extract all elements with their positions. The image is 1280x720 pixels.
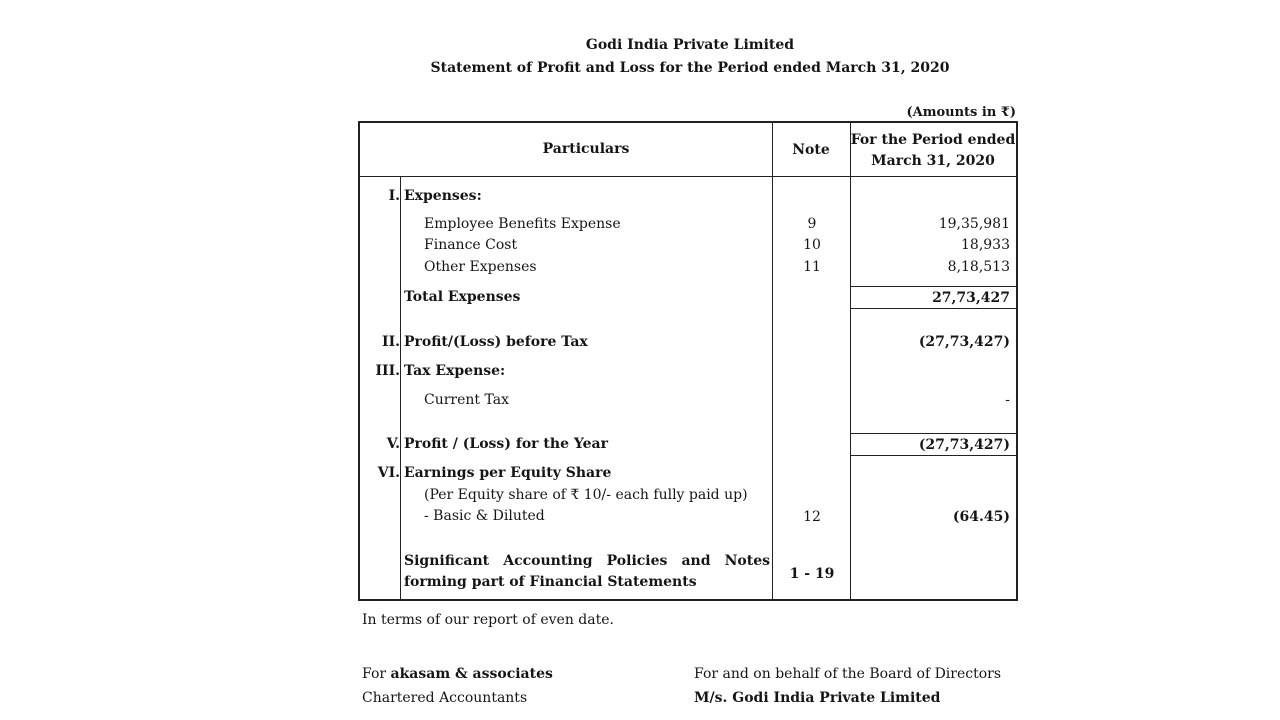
policies-line2: forming part of Financial Statements [404, 574, 697, 590]
pfy-amount: (27,73,427) [918, 437, 1010, 453]
eps-roman: VI. [377, 465, 400, 481]
eps-amount: (64.45) [952, 509, 1010, 525]
expense-amount-finance: 18,933 [961, 237, 1010, 253]
pfy-label: Profit / (Loss) for the Year [404, 436, 608, 452]
total-expenses-label: Total Expenses [404, 289, 521, 305]
expense-label-employee: Employee Benefits Expense [424, 216, 621, 232]
auditor-name: akasam & associates [390, 666, 553, 682]
eps-basic-diluted-label: - Basic & Diluted [424, 508, 545, 524]
report-reference-text: In terms of our report of even date. [362, 612, 614, 628]
for-prefix: For [362, 666, 391, 682]
eps-label: Earnings per Equity Share [404, 465, 612, 481]
pfy-bottom-rule [850, 455, 1016, 456]
pfy-roman: V. [386, 436, 400, 452]
amounts-currency-note: (Amounts in ₹) [906, 105, 1016, 120]
expense-label-finance: Finance Cost [424, 237, 518, 253]
current-tax-label: Current Tax [424, 392, 509, 408]
company-name: Godi India Private Limited [585, 37, 795, 53]
policies-note: 1 - 19 [789, 566, 835, 582]
expense-amount-employee: 19,35,981 [938, 216, 1010, 232]
total-bottom-rule [850, 308, 1016, 309]
current-tax-amount: - [1005, 392, 1010, 408]
header-particulars: Particulars [542, 141, 630, 157]
company-signature-name: M/s. Godi India Private Limited [694, 690, 941, 706]
header-divider [360, 176, 1016, 177]
board-signature-label: For and on behalf of the Board of Directors [694, 666, 1002, 682]
expense-amount-other: 8,18,513 [947, 259, 1010, 275]
expense-label-other: Other Expenses [424, 259, 537, 275]
policies-text [404, 551, 770, 593]
pbt-label: Profit/(Loss) before Tax [404, 334, 588, 350]
header-period-line2: March 31, 2020 [871, 153, 995, 169]
expenses-heading: Expenses: [404, 188, 482, 204]
tax-label: Tax Expense: [404, 363, 506, 379]
eps-note: 12 [803, 509, 821, 525]
header-note: Note [792, 142, 830, 158]
policies-line1: Significant Accounting Policies and Notes [404, 553, 770, 569]
auditor-signature-label [362, 666, 553, 682]
roman-column-divider [400, 177, 401, 599]
header-period-line1: For the Period ended [850, 132, 1016, 148]
note-column-divider [772, 123, 773, 599]
statement-title: Statement of Profit and Loss for the Period ended March 31, 2020 [430, 60, 950, 76]
profit-loss-table [358, 121, 1018, 601]
total-top-rule [850, 286, 1016, 287]
tax-roman: III. [375, 363, 400, 379]
expense-note-other: 11 [803, 259, 821, 275]
amount-column-divider [850, 123, 851, 599]
expense-note-finance: 10 [803, 237, 821, 253]
pbt-amount: (27,73,427) [918, 334, 1010, 350]
pfy-top-rule [850, 433, 1016, 434]
eps-sub-label: (Per Equity share of ₹ 10/- each fully paid up) [424, 487, 748, 503]
expenses-roman: I. [388, 188, 400, 204]
expense-note-employee: 9 [807, 216, 817, 232]
auditor-type: Chartered Accountants [362, 690, 528, 706]
total-expenses-amount: 27,73,427 [932, 290, 1010, 306]
pbt-roman: II. [382, 334, 400, 350]
